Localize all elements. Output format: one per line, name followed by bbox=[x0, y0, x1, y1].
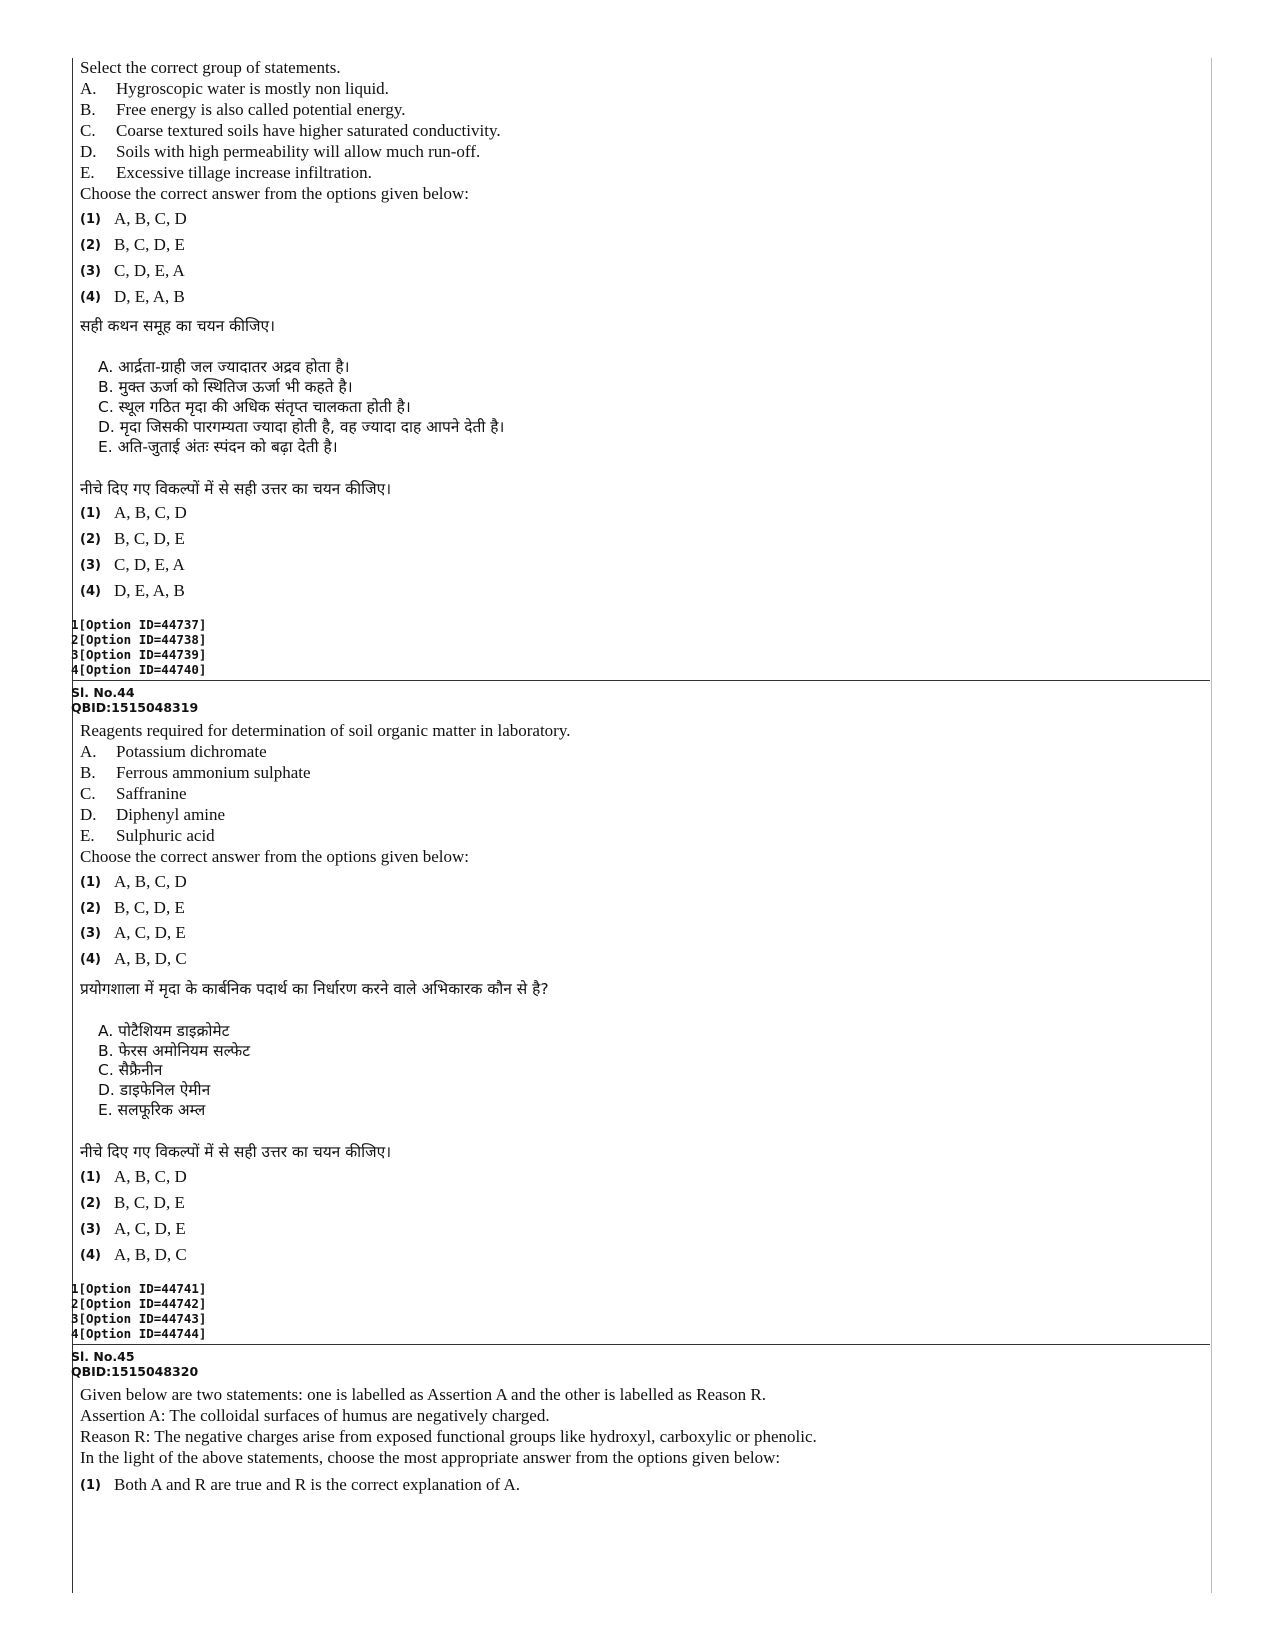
option-id-1: 1[Option ID=44737] bbox=[71, 617, 207, 632]
statement-a: A. Hygroscopic water is mostly non liquid. bbox=[80, 79, 389, 98]
option-id-1: 1[Option ID=44741] bbox=[71, 1281, 207, 1296]
hindi-option-3: (3) A, C, D, E bbox=[80, 1219, 186, 1238]
statement-d: D. Diphenyl amine bbox=[80, 805, 226, 824]
hindi-question-stem: प्रयोगशाला में मृदा के कार्बनिक पदार्थ का निर्धारण करने वाले अभिकारक कौन से है? bbox=[80, 980, 549, 998]
hindi-option-4: (4) A, B, D, C bbox=[80, 1245, 187, 1264]
question-divider bbox=[72, 1344, 1210, 1345]
reason-r: Reason R: The negative charges arise from exposed functional groups like hydroxyl, carboxylic or phenolic. bbox=[80, 1427, 817, 1446]
question-intro: Given below are two statements: one is labelled as Assertion A and the other is labelled as Reason R. bbox=[80, 1385, 766, 1404]
option-id-2: 2[Option ID=44738] bbox=[71, 632, 207, 647]
option-id-3: 3[Option ID=44739] bbox=[71, 647, 207, 662]
option-4: (4) D, E, A, B bbox=[80, 287, 185, 306]
hindi-statement-e: E. अति-जुताई अंतः स्पंदन को बढ़ा देती है। bbox=[98, 438, 338, 456]
hindi-statement-b: B. मुक्त ऊर्जा को स्थितिज ऊर्जा भी कहते है। bbox=[98, 378, 353, 396]
page-frame bbox=[72, 58, 1212, 1593]
hindi-statement-b: B. फेरस अमोनियम सल्फेट bbox=[98, 1042, 251, 1060]
question-divider bbox=[72, 680, 1210, 681]
option-id-2: 2[Option ID=44742] bbox=[71, 1296, 207, 1311]
statement-b: B. Free energy is also called potential energy. bbox=[80, 100, 406, 119]
serial-number: Sl. No.44 bbox=[71, 685, 135, 700]
option-id-4: 4[Option ID=44740] bbox=[71, 662, 207, 677]
option-id-4: 4[Option ID=44744] bbox=[71, 1326, 207, 1341]
qbid: QBID:1515048320 bbox=[71, 1364, 199, 1379]
option-2: (2) B, C, D, E bbox=[80, 235, 185, 254]
hindi-statement-c: C. सैफ्रैनीन bbox=[98, 1061, 163, 1079]
hindi-choose-instruction: नीचे दिए गए विकल्पों में से सही उत्तर का चयन कीजिए। bbox=[80, 480, 392, 498]
question-stem: Select the correct group of statements. bbox=[80, 58, 341, 77]
option-3: (3) C, D, E, A bbox=[80, 261, 185, 280]
statement-c: C. Saffranine bbox=[80, 784, 187, 803]
hindi-statement-d: D. डाइफेनिल ऐमीन bbox=[98, 1081, 211, 1099]
hindi-option-4: (4) D, E, A, B bbox=[80, 581, 185, 600]
statement-e: E. Excessive tillage increase infiltration. bbox=[80, 163, 372, 182]
assertion-a: Assertion A: The colloidal surfaces of humus are negatively charged. bbox=[80, 1406, 550, 1425]
hindi-option-1: (1) A, B, C, D bbox=[80, 1167, 187, 1186]
option-4: (4) A, B, D, C bbox=[80, 949, 187, 968]
option-2: (2) B, C, D, E bbox=[80, 898, 185, 917]
hindi-statement-e: E. सलफूरिक अम्ल bbox=[98, 1101, 206, 1119]
hindi-statement-c: C. स्थूल गठित मृदा की अधिक संतृप्त चालकता होती है। bbox=[98, 398, 411, 416]
option-1: (1) A, B, C, D bbox=[80, 209, 187, 228]
hindi-option-3: (3) C, D, E, A bbox=[80, 555, 185, 574]
statement-c: C. Coarse textured soils have higher saturated conductivity. bbox=[80, 121, 501, 140]
hindi-option-1: (1) A, B, C, D bbox=[80, 503, 187, 522]
choose-instruction: Choose the correct answer from the options given below: bbox=[80, 184, 470, 203]
statement-d: D. Soils with high permeability will allow much run-off. bbox=[80, 142, 481, 161]
option-3: (3) A, C, D, E bbox=[80, 923, 186, 942]
statement-a: A. Potassium dichromate bbox=[80, 742, 267, 761]
hindi-statement-a: A. आर्द्रता-ग्राही जल ज्यादातर अद्रव होता है। bbox=[98, 358, 350, 376]
hindi-question-stem: सही कथन समूह का चयन कीजिए। bbox=[80, 317, 275, 335]
hindi-choose-instruction: नीचे दिए गए विकल्पों में से सही उत्तर का चयन कीजिए। bbox=[80, 1143, 392, 1161]
hindi-statement-d: D. मृदा जिसकी पारगम्यता ज्यादा होती है, वह ज्यादा दाह आपने देती है। bbox=[98, 418, 505, 436]
hindi-option-2: (2) B, C, D, E bbox=[80, 1193, 185, 1212]
qbid: QBID:1515048319 bbox=[71, 700, 199, 715]
choose-instruction: In the light of the above statements, choose the most appropriate answer from the options given below: bbox=[80, 1448, 781, 1467]
hindi-option-2: (2) B, C, D, E bbox=[80, 529, 185, 548]
hindi-statement-a: A. पोटैशियम डाइक्रोमेट bbox=[98, 1022, 230, 1040]
question-stem: Reagents required for determination of soil organic matter in laboratory. bbox=[80, 721, 571, 740]
option-1: (1) A, B, C, D bbox=[80, 872, 187, 891]
statement-e: E. Sulphuric acid bbox=[80, 826, 215, 845]
option-1: (1) Both A and R are true and R is the correct explanation of A. bbox=[80, 1475, 521, 1494]
serial-number: Sl. No.45 bbox=[71, 1349, 135, 1364]
choose-instruction: Choose the correct answer from the options given below: bbox=[80, 847, 470, 866]
option-id-3: 3[Option ID=44743] bbox=[71, 1311, 207, 1326]
statement-b: B. Ferrous ammonium sulphate bbox=[80, 763, 311, 782]
